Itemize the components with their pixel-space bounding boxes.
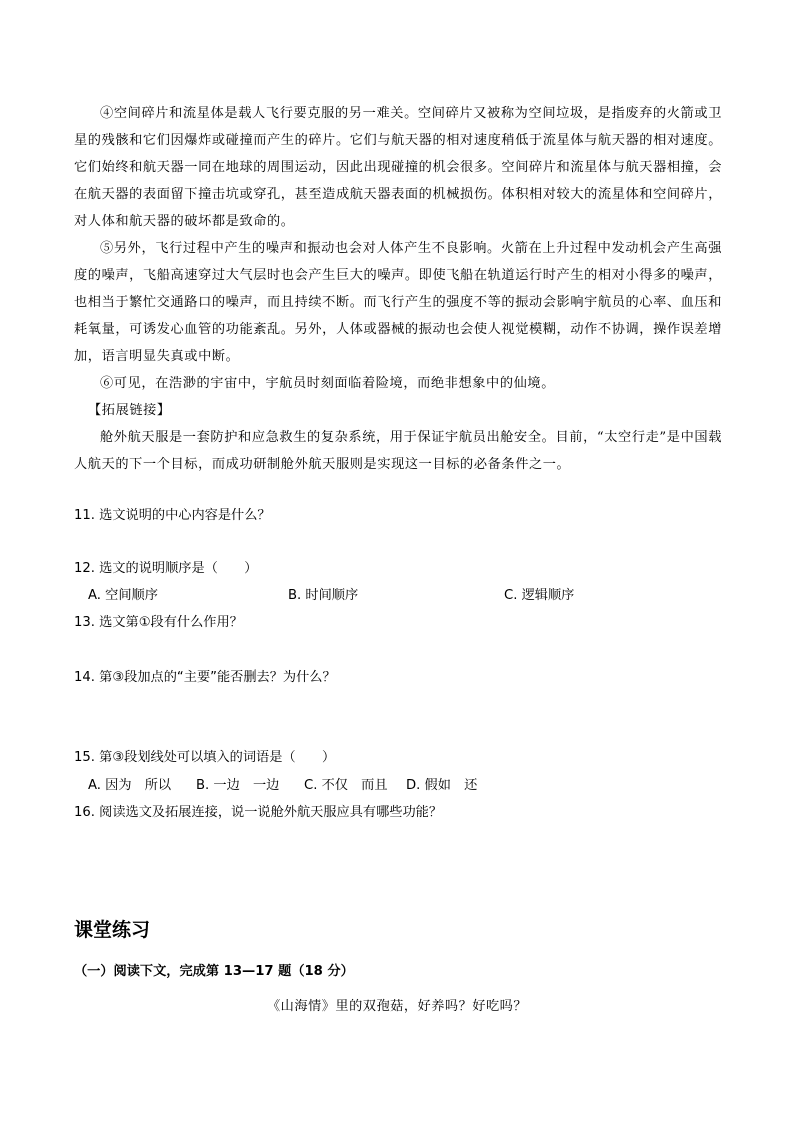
question-14: 14. 第③段加点的“主要”能否删去？为什么？ [74,670,336,685]
question-12: 12. 选文的说明顺序是（ ） [74,561,258,576]
paragraph-4: ④空间碎片和流星体是载人飞行要克服的另一难关。空间碎片又被称为空间垃圾，是指废弃的火箭或卫星的残骸和它们因爆炸或碰撞而产生的碎片。它们与航天器的相对速度稍低于流星体与航天器的相对速度。它们始终和航天器一同在地球的周围运动，因此出现碰撞的机会很多。空间碎片和流星体与航天器相撞，会在航天器的表面留下撞击坑或穿孔，甚至造成航天器表面的机械损伤。体积相对较大的流星体和空间碎片，对人体和航天器的破坏都是致命的。 [74,106,723,229]
article-title: 《山海情》里的双孢菇，好养吗？好吃吗？ [266,999,528,1014]
question-15-option-d: D. 假如 还 [406,778,478,793]
question-15-option-b: B. 一边 一边 [196,778,280,793]
paragraph-5: ⑤另外，飞行过程中产生的噪声和振动也会对人体产生不良影响。火箭在上升过程中发动机会产生高强度的噪声，飞船高速穿过大气层时也会产生巨大的噪声。即使飞船在轨道运行时产生的相对小得多的噪声，也相当于繁忙交通路口的噪声，而且持续不断。而飞行产生的强度不等的振动会影响宇航员的心率、血压和耗氧量，可诱发心血管的功能紊乱。另外，人体或器械的振动也会使人视觉模糊，动作不协调，操作误差增加，语言明显失真或中断。 [74,241,723,364]
question-12-option-c: C. 逻辑顺序 [504,588,575,603]
question-12-option-b: B. 时间顺序 [288,588,359,603]
question-15-option-a: A. 因为 所以 [88,778,172,793]
question-15-option-c: C. 不仅 而且 [304,778,388,793]
paragraph-6: ⑥可见，在浩渺的宇宙中，宇航员时刻面临着险境，而绝非想象中的仙境。 [100,376,555,391]
reading-passage [74,100,722,478]
question-12-option-a: A. 空间顺序 [88,588,158,603]
question-13: 13. 选文第①段有什么作用？ [74,615,243,630]
extension-link-text: 舱外航天服是一套防护和应急救生的复杂系统，用于保证宇航员出舱安全。目前，“太空行走”是中国载人航天的下一个目标，而成功研制舱外航天服则是实现这一目标的必备条件之一。 [74,430,722,472]
practice-section-title: 课堂练习 [74,919,151,941]
question-11: 11. 选文说明的中心内容是什么？ [74,508,271,523]
extension-link-heading: 【拓展链接】 [88,403,171,418]
question-15: 15. 第③段划线处可以填入的词语是（ ） [74,750,336,765]
practice-sub-title: （一）阅读下文，完成第 13—17 题（18 分） [74,964,354,979]
question-16: 16. 阅读选文及拓展连接，说一说舱外航天服应具有哪些功能？ [74,805,443,820]
